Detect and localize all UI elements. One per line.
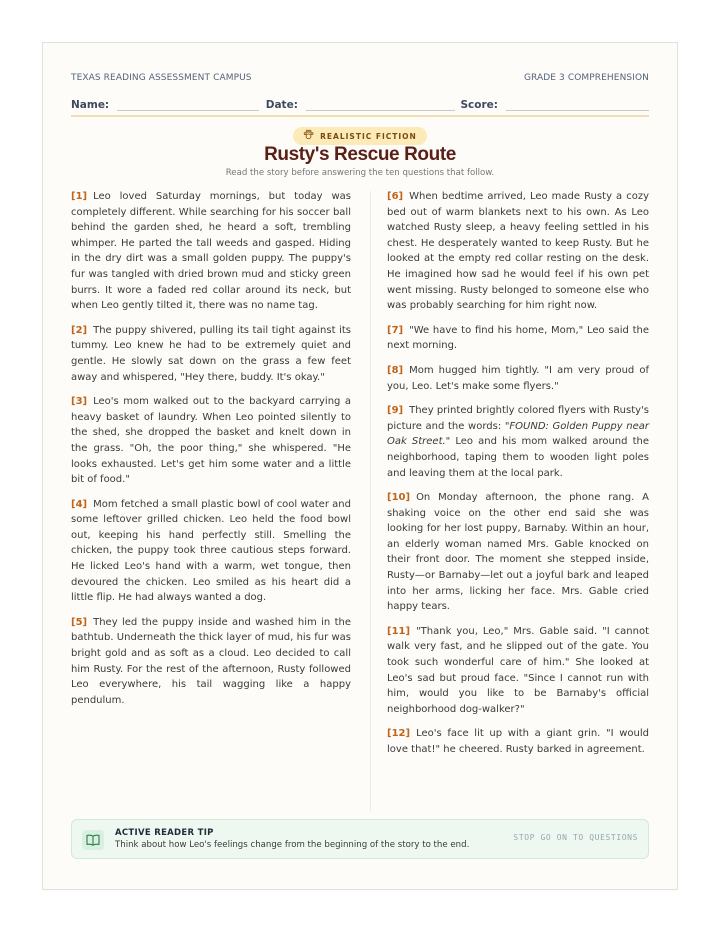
paragraph-number: [11]	[387, 625, 411, 637]
paragraph-text: Leo and his mom walked around the neighborhood, taping them to wooden light poles and leaving them at the local park.	[387, 436, 649, 479]
paragraph-text: "We have to find his home, Mom," Leo said the next morning.	[387, 324, 649, 352]
date-input-line[interactable]	[306, 97, 455, 111]
paragraph-number: [10]	[387, 492, 411, 504]
story-column-right	[387, 189, 649, 767]
paragraph-text: Mom hugged him tightly. "I am very proud of you, Leo. Let's make some flyers."	[387, 364, 649, 392]
paw-icon	[303, 129, 314, 143]
story-paragraph	[71, 497, 351, 606]
paragraph-number: [4]	[71, 498, 88, 510]
paragraph-number: [5]	[71, 616, 88, 628]
score-input-line[interactable]	[506, 97, 649, 111]
grade-label: GRADE 3 COMPREHENSION	[523, 73, 649, 83]
story-paragraph	[387, 323, 649, 354]
story-paragraph	[387, 726, 649, 757]
name-input-line[interactable]	[117, 97, 259, 111]
story-paragraph	[387, 624, 649, 718]
stop-notice: STOP GO ON TO QUESTIONS	[513, 833, 638, 842]
name-label: Name:	[71, 99, 110, 111]
story-paragraph	[71, 615, 351, 709]
student-fields	[71, 91, 649, 111]
story-column-left	[71, 189, 351, 717]
paragraph-text: "Thank you, Leo," Mrs. Gable said. "I cannot walk very fast, and he slipped out of the gate. You took such wonderful care of him." She looked at Leo's sad but proud face. "Since I cannot run with him, would you like to be Barnaby's official neighborhood dog-walker?"	[387, 625, 649, 715]
genre-label: REALISTIC FICTION	[320, 131, 417, 141]
paragraph-text: They led the puppy inside and washed him in the bathtub. Underneath the thick layer of mud, his fur was bright gold and as soft as a cloud. Leo decided to call him Rusty. For the rest of the afternoon, Rusty followed Leo everywhere, his tail wagging like a happy pendulum.	[71, 616, 351, 706]
tip-text: Think about how Leo's feelings change from the beginning of the story to the end.	[115, 840, 470, 850]
date-label: Date:	[265, 99, 298, 111]
paragraph-text: They printed brightly colored flyers with Rusty's picture and the words:	[387, 405, 649, 432]
name-field	[71, 97, 266, 111]
header-row	[71, 73, 649, 83]
paragraph-number: [2]	[71, 324, 88, 336]
story-paragraph	[71, 394, 351, 488]
paragraph-text: The puppy shivered, pulling its tail tight against its tummy. Leo knew he had to be extremely quiet and gentle. He slowly sat down on the grass a few feet away and whispered, "Hey there, buddy. It's okay."	[71, 324, 351, 383]
story-paragraph	[71, 189, 351, 314]
open-book-icon	[82, 830, 104, 850]
paragraph-text: Leo's mom walked out to the backyard carrying a heavy basket of laundry. When Leo pointed silently to the shed, she dropped the basket and knelt down in the grass. "Oh, the poor thing," she whispered. "He looks exhausted. Let's get him some water and a little bit of food."	[71, 396, 351, 486]
story-paragraph	[71, 323, 351, 385]
story-paragraph	[387, 189, 649, 314]
paragraph-text: When bedtime arrived, Leo made Rusty a cozy bed out of warm blankets next to his own. As Leo watched Rusty sleep, a heavy feeling settled in his chest. He desperately wanted to keep Rusty. But he looked at the empty red collar resting on the desk. He imagined how sad he would feel if his own pet went missing. Rusty belonged to someone else who was probably searching for him right now.	[387, 191, 649, 312]
paragraph-text: On Monday afternoon, the phone rang. A shaking voice on the other end said she was looking for her lost puppy, Barnaby. Within an hour, an elderly woman named Mrs. Gable knocked on their front door. The moment she stepped inside, Rusty—or Barnaby—let out a joyful bark and leaped into her arms, licking her face. Mrs. Gable cried happy tears.	[387, 492, 649, 613]
story-instructions: Read the story before answering the ten questions that follow.	[225, 168, 495, 178]
paragraph-text: Leo loved Saturday mornings, but today was completely different. While searching for his soccer ball behind the garden shed, he heard a soft, trembling whimper. He parted the tall weeds and gasped. Hiding in the dry dirt was a small golden puppy. The puppy's fur was tangled with dried brown mud and sticky green burrs. It wore a faded red collar around its neck, but when Leo gently tilted it, there was no name tag.	[71, 191, 351, 312]
paragraph-number: [3]	[71, 396, 88, 408]
genre-badge-wrap	[43, 125, 677, 145]
campus-label: TEXAS READING ASSESSMENT CAMPUS	[71, 73, 252, 83]
tip-heading: ACTIVE READER TIP	[115, 828, 214, 838]
score-label: Score:	[460, 99, 498, 111]
paragraph-number: [7]	[387, 324, 404, 336]
story-paragraph	[387, 490, 649, 615]
genre-badge	[293, 127, 427, 145]
paragraph-number: [8]	[387, 364, 404, 376]
story-title: Rusty's Rescue Route	[264, 144, 456, 165]
score-field	[461, 97, 650, 111]
reader-tip-box	[71, 819, 649, 859]
paragraph-text: Mom fetched a small plastic bowl of cool water and some leftover grilled chicken. Leo held the food bowl out, keeping his hand perfectly still. Smelling the chicken, the puppy took three cautious steps forward. He licked Leo's hand with a warm, wet tongue, then devoured the chicken. Leo smiled as his heart did a little flip. He had always wanted a dog.	[71, 498, 351, 604]
story-paragraph	[387, 363, 649, 394]
paragraph-number: [6]	[387, 191, 404, 202]
paragraph-number: [1]	[71, 191, 88, 202]
header-divider	[71, 115, 649, 117]
date-field	[266, 97, 461, 111]
worksheet-page	[42, 42, 678, 890]
paragraph-number: [9]	[387, 405, 404, 417]
story-paragraph	[387, 403, 649, 481]
column-divider	[370, 191, 371, 811]
paragraph-number: [12]	[387, 728, 411, 740]
paragraph-text: Leo's face lit up with a giant grin. "I would love that!" he cheered. Rusty barked in agreement.	[387, 728, 649, 755]
flyer-quote: "FOUND: Golden Puppy near Oak Street."	[387, 420, 649, 448]
